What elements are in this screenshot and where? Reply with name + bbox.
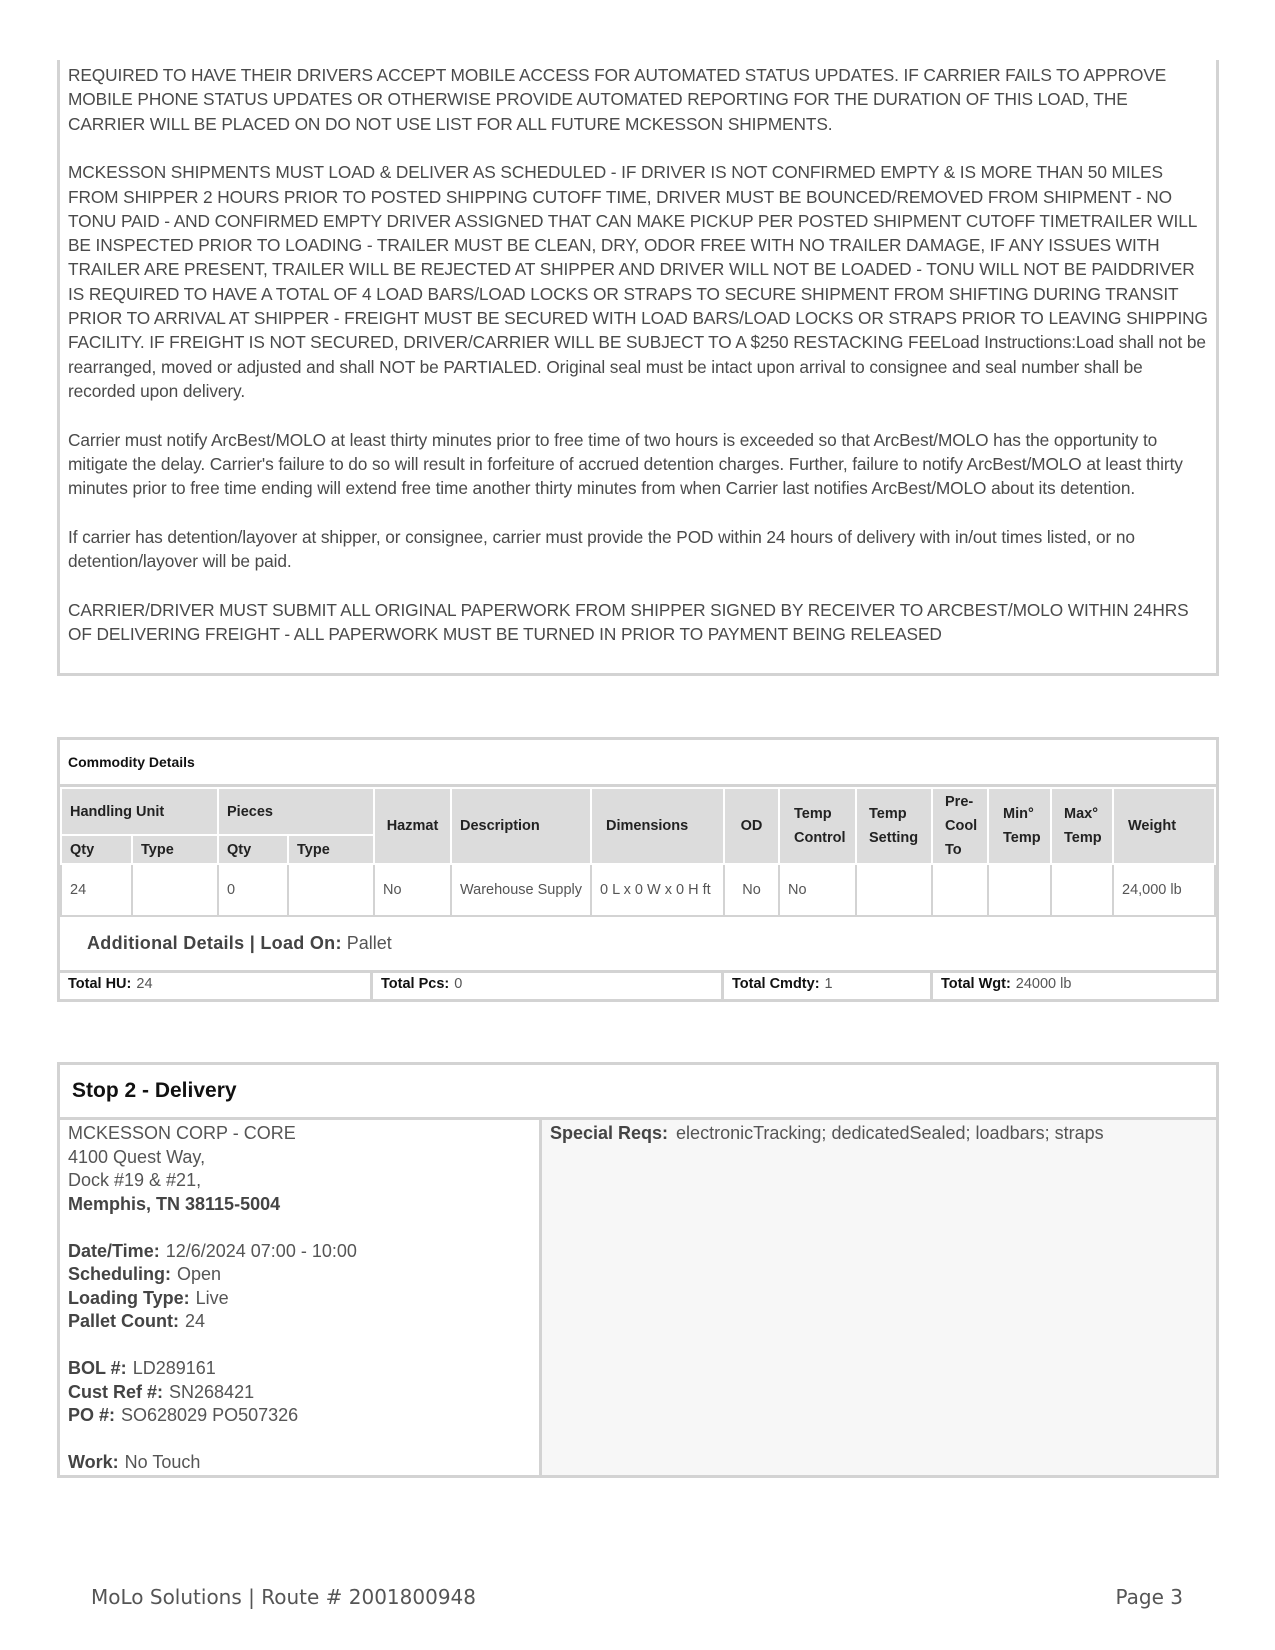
header-temp-control: Temp Control — [779, 788, 856, 864]
cell-pcs-type — [288, 864, 374, 916]
work-label: Work: — [68, 1452, 119, 1472]
total-hu-value: 24 — [136, 976, 153, 992]
header-max-temp: Max° Temp — [1051, 788, 1113, 864]
total-hu — [60, 973, 373, 999]
header-min-temp: Min° Temp — [988, 788, 1051, 864]
header-pieces: Pieces — [218, 788, 374, 835]
header-hazmat: Hazmat — [374, 788, 451, 864]
commodity-details-title: Commodity Details — [60, 740, 1216, 787]
stop-loading-type — [68, 1287, 531, 1311]
header-pcs-type: Type — [288, 835, 374, 864]
cell-max-temp — [1051, 864, 1113, 916]
stop-cust-ref — [68, 1381, 531, 1405]
commodity-details-section — [57, 737, 1219, 1002]
datetime-label: Date/Time: — [68, 1240, 160, 1261]
total-wgt-label: Total Wgt: — [941, 976, 1011, 992]
stop-delivery-section — [57, 1062, 1219, 1478]
header-hu-qty: Qty — [61, 835, 132, 864]
scheduling-label: Scheduling: — [68, 1264, 171, 1284]
footer-route: MoLo Solutions | Route # 2001800948 — [91, 1585, 476, 1609]
header-hu-type: Type — [132, 835, 218, 864]
cell-hazmat: No — [374, 864, 451, 916]
po-label: PO #: — [68, 1405, 116, 1425]
header-pre-cool-to: Pre-Cool To — [932, 788, 988, 864]
header-description: Description — [451, 788, 591, 864]
special-reqs-value: electronicTracking; dedicatedSealed; loadbars; straps — [676, 1123, 1104, 1143]
cell-dimensions: 0 L x 0 W x 0 H ft — [591, 864, 724, 916]
stop-address-line: Dock #19 & #21, — [68, 1170, 202, 1190]
stop-work — [68, 1451, 531, 1475]
loading-type-value: Live — [195, 1287, 229, 1308]
pallet-count-label: Pallet Count: — [68, 1311, 179, 1331]
stop-pallet-count — [68, 1310, 531, 1334]
stop-datetime — [68, 1240, 531, 1264]
datetime-value: 12/6/2024 07:00 - 10:00 — [165, 1240, 357, 1261]
cell-temp-setting — [856, 864, 932, 916]
stop-bol — [68, 1357, 531, 1381]
instruction-paragraph: REQUIRED TO HAVE THEIR DRIVERS ACCEPT MOBILE ACCESS FOR AUTOMATED STATUS UPDATES. IF CARRIER FAILS TO APPROVE MOBILE PHONE STATUS UPDATES OR OTHERWISE PROVIDE AUTOMATED REPORTING FOR THE DURATION OF THIS LOAD, THE CARRIER WILL BE PLACED ON DO NOT USE LIST FOR ALL FUTURE MCKESSON SHIPMENTS. — [68, 65, 1167, 134]
total-pcs — [373, 973, 724, 999]
stop-city-state-zip-text: Memphis, TN 38115-5004 — [68, 1193, 281, 1214]
work-value: No Touch — [124, 1452, 201, 1472]
header-handling-unit: Handling Unit — [61, 788, 218, 835]
commodity-table — [60, 787, 1216, 917]
total-wgt-value: 24000 lb — [1015, 976, 1072, 992]
page-footer — [91, 1585, 1183, 1611]
cell-temp-control: No — [779, 864, 856, 916]
cell-hu-type — [132, 864, 218, 916]
cell-min-temp — [988, 864, 1051, 916]
cell-pcs-qty: 0 — [218, 864, 288, 916]
stop-address-line: 4100 Quest Way, — [68, 1146, 206, 1167]
instruction-paragraph: If carrier has detention/layover at shipper, or consignee, carrier must provide the POD within 24 hours of delivery with in/out times listed, or no detention/layover will be paid. — [68, 526, 1135, 572]
bol-value: LD289161 — [132, 1358, 216, 1378]
total-hu-label: Total HU: — [68, 976, 132, 992]
stop-details — [60, 1120, 542, 1475]
header-od: OD — [724, 788, 779, 864]
cell-hu-qty: 24 — [61, 864, 132, 916]
header-dimensions: Dimensions — [591, 788, 724, 864]
header-pcs-qty: Qty — [218, 835, 288, 864]
total-cmdty-label: Total Cmdty: — [732, 976, 820, 992]
load-instructions-box — [57, 60, 1219, 676]
cust-ref-label: Cust Ref #: — [68, 1381, 164, 1402]
additional-details-label: Additional Details | Load On: — [87, 933, 342, 953]
cell-pre-cool-to — [932, 864, 988, 916]
stop-scheduling — [68, 1263, 531, 1287]
special-requirements — [542, 1120, 1216, 1475]
pallet-count-value: 24 — [185, 1311, 206, 1331]
instruction-paragraph: MCKESSON SHIPMENTS MUST LOAD & DELIVER AS SCHEDULED - IF DRIVER IS NOT CONFIRMED EMPTY & IS MORE THAN 50 MILES FROM SHIPPER 2 HOURS PRIOR TO POSTED SHIPPING CUTOFF TIME, DRIVER MUST BE BOUNCED/REMOVED FROM SHIPMENT - NO TONU PAID - AND CONFIRMED EMPTY DRIVER ASSIGNED THAT CAN MAKE PICKUP PER POSTED SHIPMENT CUTOFF TIMETRAILER WILL BE INSPECTED PRIOR TO LOADING - TRAILER MUST BE CLEAN, DRY, ODOR FREE WITH NO TRAILER DAMAGE, IF ANY ISSUES WITH TRAILER ARE PRESENT, TRAILER WILL BE REJECTED AT SHIPPER AND DRIVER WILL NOT BE LOADED - TONU WILL NOT BE PAIDDRIVER IS REQUIRED TO HAVE A TOTAL OF 4 LOAD BARS/LOAD LOCKS OR STRAPS TO SECURE SHIPMENT FROM SHIFTING DURING TRANSIT PRIOR TO ARRIVAL AT SHIPPER - FREIGHT MUST BE SECURED WITH LOAD BARS/LOAD LOCKS OR STRAPS PRIOR TO LEAVING SHIPPING FACILITY. IF FREIGHT IS NOT SECURED, DRIVER/CARRIER WILL BE SUBJECT TO A $250 RESTACKING FEELoad Instructions:Load shall not be rearranged, moved or adjusted and shall NOT be PARTIALED. Original seal must be intact upon arrival to consignee and seal number shall be recorded upon delivery. — [68, 162, 1208, 401]
totals-row — [60, 973, 1216, 999]
scheduling-value: Open — [177, 1264, 222, 1284]
additional-details-value: Pallet — [346, 933, 392, 953]
special-reqs-label: Special Reqs: — [550, 1123, 669, 1143]
page-number: Page 3 — [1115, 1585, 1183, 1609]
stop-po — [68, 1404, 531, 1428]
table-row — [61, 864, 1215, 916]
loading-type-label: Loading Type: — [68, 1287, 190, 1308]
po-value: SO628029 PO507326 — [121, 1405, 299, 1425]
cell-od: No — [724, 864, 779, 916]
total-pcs-label: Total Pcs: — [381, 976, 450, 992]
total-wgt — [933, 973, 1216, 999]
total-cmdty — [724, 973, 933, 999]
stop-city-state-zip — [68, 1193, 531, 1217]
bol-label: BOL #: — [68, 1358, 127, 1378]
stop-company: MCKESSON CORP - CORE — [68, 1123, 296, 1143]
total-cmdty-value: 1 — [824, 976, 833, 992]
cell-weight: 24,000 lb — [1113, 864, 1215, 916]
stop-title: Stop 2 - Delivery — [60, 1065, 1216, 1120]
instruction-paragraph: Carrier must notify ArcBest/MOLO at least thirty minutes prior to free time of two hours is exceeded so that ArcBest/MOLO has the opportunity to mitigate the delay. Carrier's failure to do so will result in forfeiture of accrued detention charges. Further, failure to notify ArcBest/MOLO at least thirty minutes prior to free time ending will extend free time another thirty minutes from when Carrier last notifies ArcBest/MOLO about its detention. — [68, 429, 1183, 499]
header-temp-setting: Temp Setting — [856, 788, 932, 864]
cell-description: Warehouse Supply — [451, 864, 591, 916]
stop-body — [60, 1120, 1216, 1475]
cust-ref-value: SN268421 — [169, 1381, 255, 1402]
total-pcs-value: 0 — [454, 976, 463, 992]
additional-details — [60, 917, 1216, 973]
instruction-paragraph: CARRIER/DRIVER MUST SUBMIT ALL ORIGINAL PAPERWORK FROM SHIPPER SIGNED BY RECEIVER TO ARCBEST/MOLO WITHIN 24HRS OF DELIVERING FREIGHT - ALL PAPERWORK MUST BE TURNED IN PRIOR TO PAYMENT BEING RELEASED — [68, 599, 1189, 645]
header-weight: Weight — [1113, 788, 1215, 864]
